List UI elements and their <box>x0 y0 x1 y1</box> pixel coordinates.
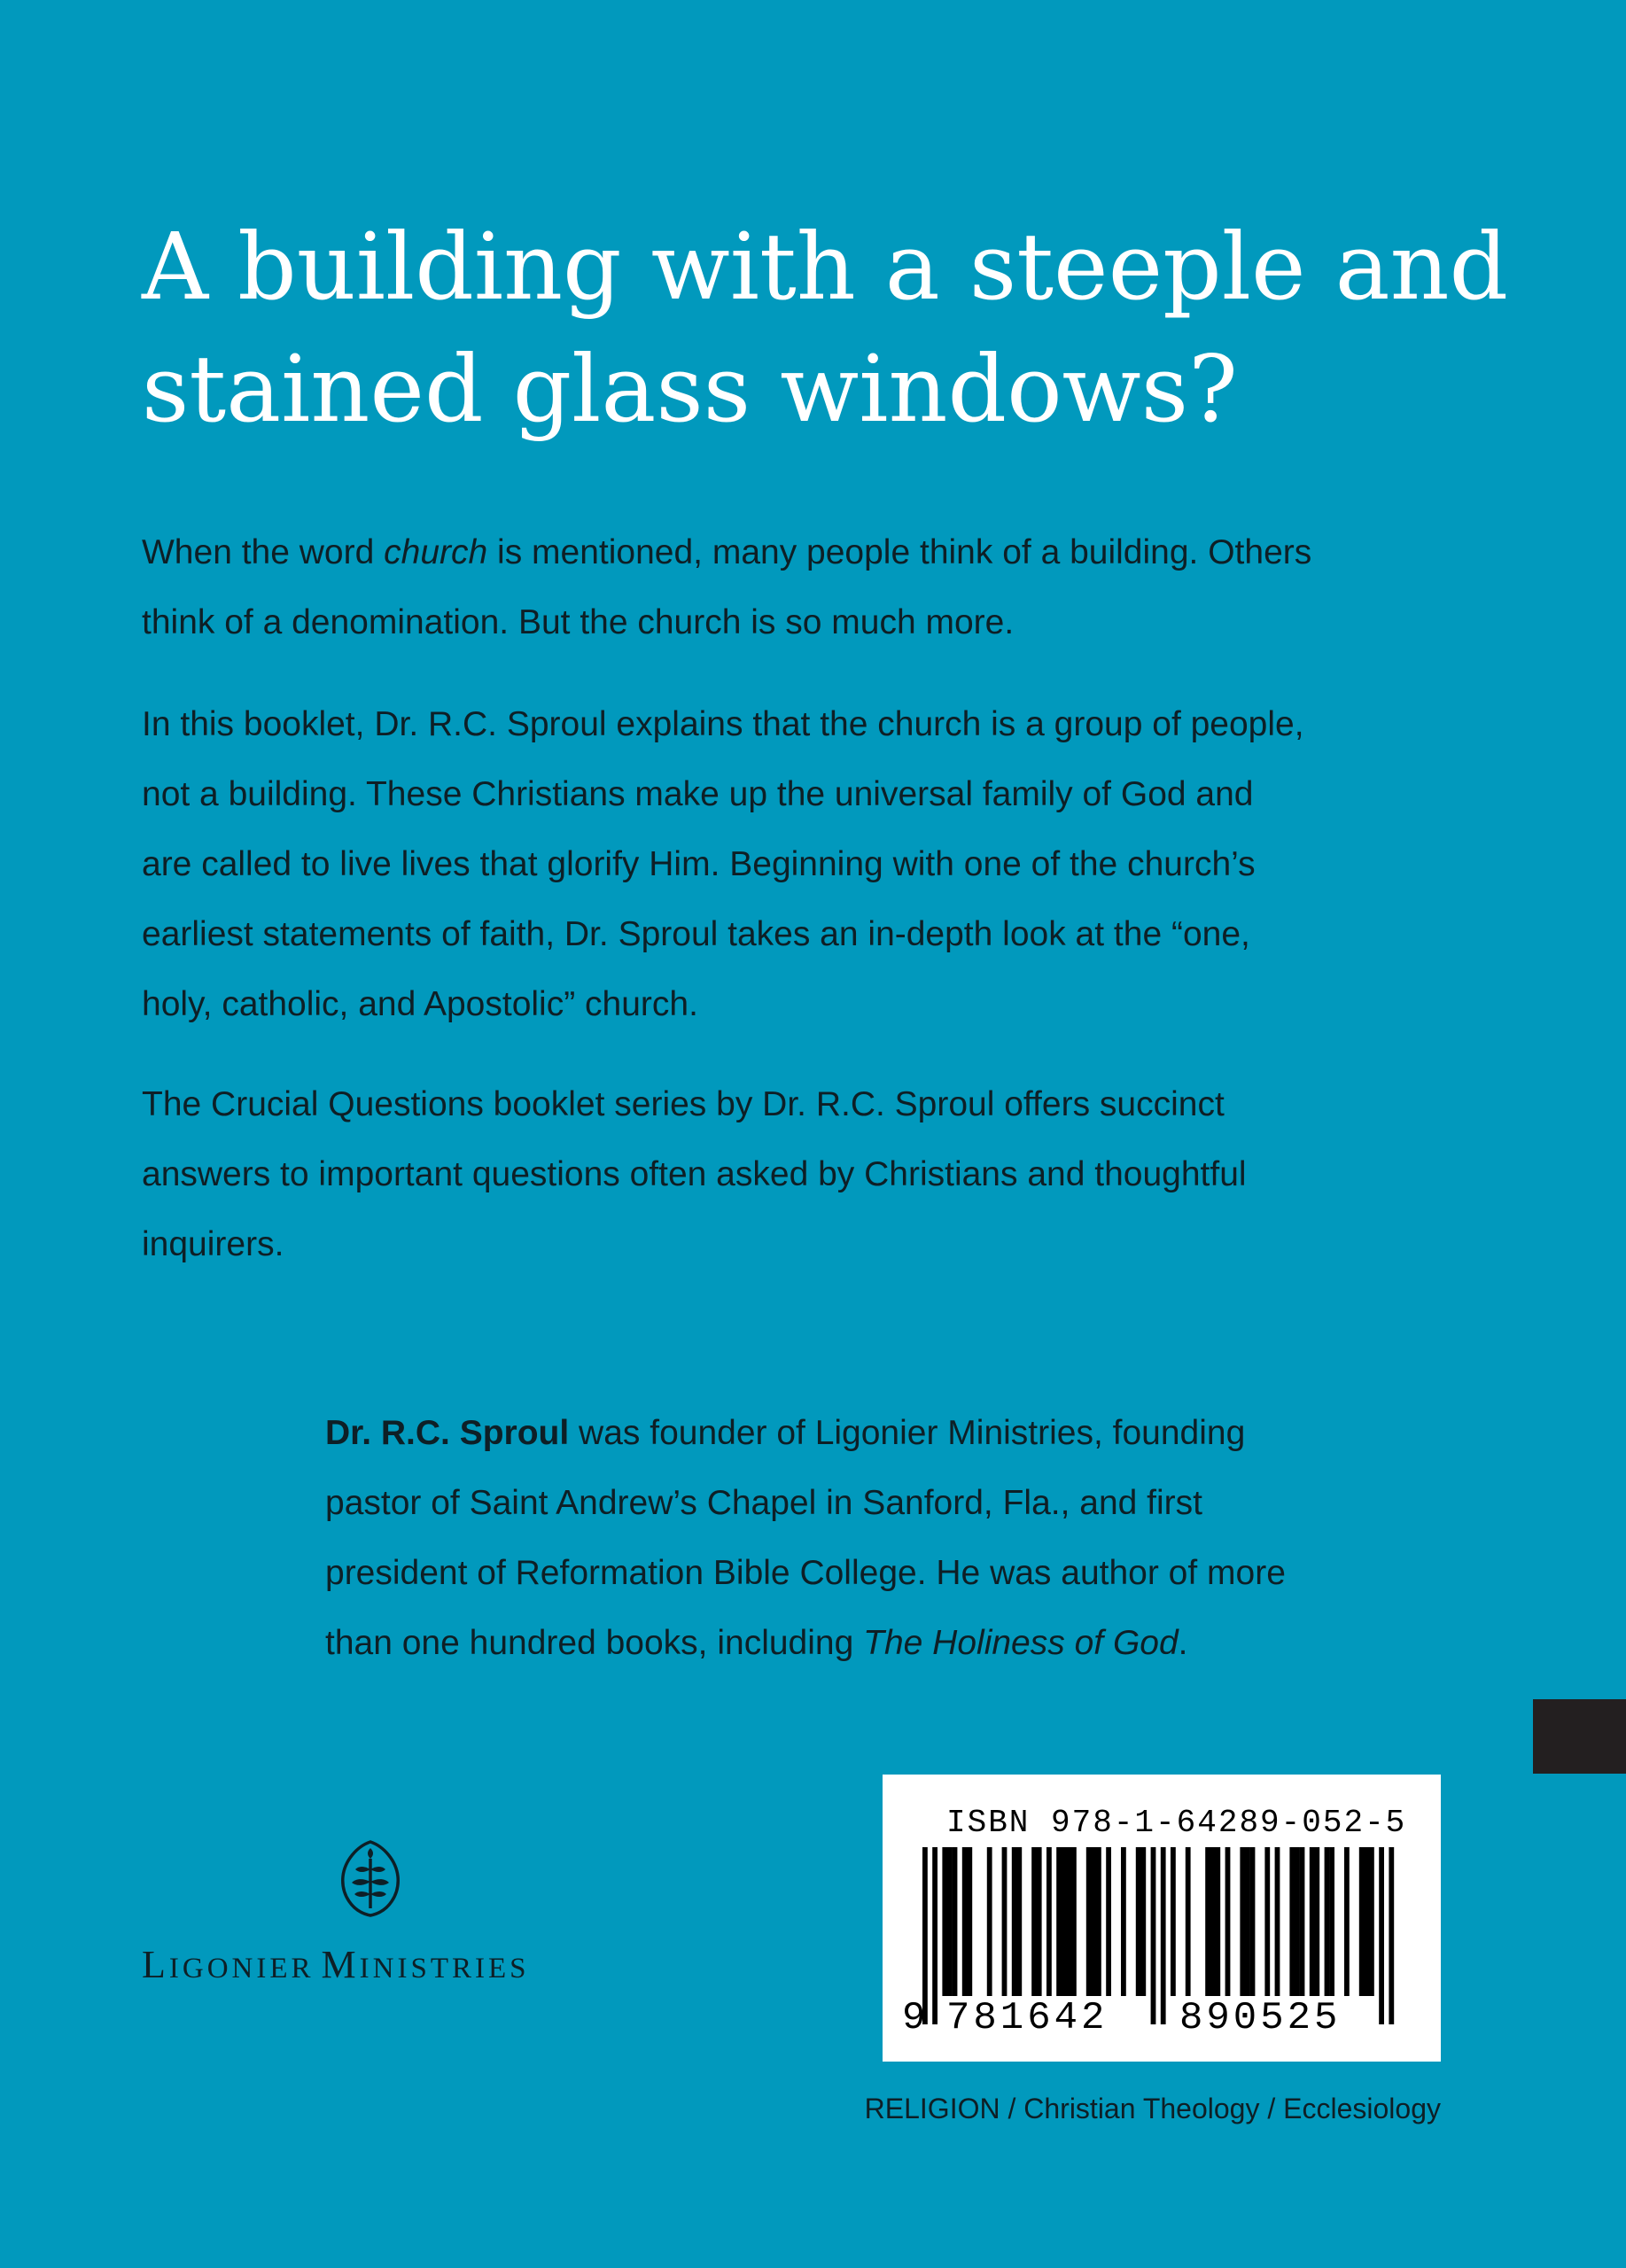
summary-line-5: holy, catholic, and Apostolic” church. <box>142 985 698 1023</box>
isbn-label: ISBN 978-1-64289-052-5 <box>946 1805 1407 1841</box>
barcode-bar <box>1002 1847 1007 1996</box>
barcode-bar <box>1161 1847 1166 2024</box>
barcode-bar <box>1264 1847 1270 1996</box>
bio-text: was founder of Ligonier Ministries, founding <box>569 1414 1246 1452</box>
barcode-bar <box>1250 1847 1256 1996</box>
barcode-bar <box>1300 1847 1305 1996</box>
intro-text: When the word <box>142 533 385 571</box>
barcode-lead-digit: 9 <box>902 1996 930 2040</box>
barcode-bar <box>947 1847 953 1996</box>
author-bio <box>325 1398 1441 1678</box>
barcode-bar <box>1037 1847 1042 1996</box>
summary-paragraph <box>142 689 1441 1039</box>
barcode-bar <box>1364 1847 1369 1996</box>
barcode-bar <box>1325 1847 1330 1996</box>
barcode-bar <box>1210 1847 1216 1996</box>
barcode-bar <box>1240 1847 1245 1996</box>
summary-line-2: not a building. These Christians make up the universal family of God and <box>142 775 1254 813</box>
intro-text: is mentioned, many people think of a building. Others <box>487 533 1312 571</box>
barcode-bar <box>1289 1847 1295 1996</box>
intro-line-1 <box>142 517 1441 587</box>
author-name: Dr. R.C. Sproul <box>325 1414 570 1452</box>
barcode-bar <box>942 1847 947 1996</box>
summary-line-4: earliest statements of faith, Dr. Sproul takes an in-depth look at the “one, <box>142 915 1250 953</box>
headline-line-1: A building with a steeple and <box>142 213 1509 321</box>
barcode-bar <box>1359 1847 1365 1996</box>
bio-line-2: pastor of Saint Andrew’s Chapel in Sanford, Fla., and first <box>325 1484 1202 1522</box>
barcode-bar <box>1031 1847 1037 1996</box>
black-tab-marker <box>1533 1699 1626 1774</box>
bio-text: than one hundred books, including <box>325 1624 864 1662</box>
barcode-left-digits: 781642 <box>946 1996 1109 2040</box>
barcode-bar <box>1344 1847 1350 1996</box>
intro-line-2: think of a denomination. But the church is so much more. <box>142 603 1015 641</box>
barcode-bar <box>1151 1847 1156 2024</box>
barcode-bar <box>1091 1847 1096 1996</box>
barcode-bar <box>1329 1847 1334 1996</box>
barcode-bar <box>1225 1847 1231 1996</box>
summary-line-3: are called to live lives that glorify Him. Beginning with one of the church’s <box>142 845 1256 883</box>
barcode-bar <box>1086 1847 1092 1996</box>
barcode-bar <box>1171 1847 1176 1996</box>
barcode-bar <box>1071 1847 1077 1996</box>
barcode-right-digits: 890525 <box>1179 1996 1342 2040</box>
headline <box>142 206 1509 450</box>
ligonier-logo <box>142 1839 656 2016</box>
barcode-bar <box>1096 1847 1101 1996</box>
barcode-bar <box>962 1847 968 1996</box>
logo-wordmark: LIGONIER MINISTRIES <box>142 1943 530 1986</box>
barcode-bar <box>1121 1847 1126 1996</box>
barcode-bar <box>953 1847 958 1996</box>
barcode-bar <box>1056 1847 1062 1996</box>
barcode-panel <box>883 1775 1441 2062</box>
barcode-bar <box>1186 1847 1191 1996</box>
barcode-bar <box>1310 1847 1315 1996</box>
barcode-bar <box>1245 1847 1250 1996</box>
tree-in-shield-icon <box>339 1839 401 1919</box>
barcode-bar <box>932 1847 937 2024</box>
barcode-bar <box>1136 1847 1141 1996</box>
book-title: The Holiness of God <box>863 1624 1179 1662</box>
barcode-bar <box>1016 1847 1022 1996</box>
bio-text: . <box>1178 1624 1188 1662</box>
barcode-bar <box>1140 1847 1146 1996</box>
barcode-bar <box>1275 1847 1280 1996</box>
barcode-bar <box>1106 1847 1111 1996</box>
bisac-category: RELIGION / Christian Theology / Ecclesiology <box>864 2093 1441 2124</box>
bio-line-4 <box>325 1608 1441 1678</box>
barcode-bar <box>987 1847 992 1996</box>
series-line-2: answers to important questions often asked by Christians and thoughtful <box>142 1155 1247 1193</box>
barcode-bar <box>1215 1847 1220 1996</box>
intro-paragraph <box>142 517 1441 657</box>
series-paragraph <box>142 1069 1441 1279</box>
series-line-1: The Crucial Questions booklet series by Dr. R.C. Sproul offers succinct <box>142 1085 1225 1123</box>
bio-line-1 <box>325 1398 1441 1468</box>
barcode-bar <box>1046 1847 1052 1996</box>
headline-line-2: stained glass windows? <box>142 335 1238 443</box>
barcode-bar <box>1295 1847 1300 1996</box>
church-emphasis: church <box>384 533 488 571</box>
barcode-bar <box>1012 1847 1017 1996</box>
barcode-bar <box>1369 1847 1374 1996</box>
barcode-bar <box>1205 1847 1210 1996</box>
barcode-bar <box>1066 1847 1071 1996</box>
barcode-bar <box>1379 1847 1384 2024</box>
summary-line-1: In this booklet, Dr. R.C. Sproul explains that the church is a group of people, <box>142 705 1304 743</box>
barcode-bar <box>1314 1847 1319 1996</box>
barcode-bar <box>1389 1847 1394 2024</box>
bio-line-3: president of Reformation Bible College. He was author of more <box>325 1554 1286 1592</box>
barcode-bar <box>967 1847 972 1996</box>
barcode-bar <box>1062 1847 1067 1996</box>
series-line-3: inquirers. <box>142 1225 284 1263</box>
